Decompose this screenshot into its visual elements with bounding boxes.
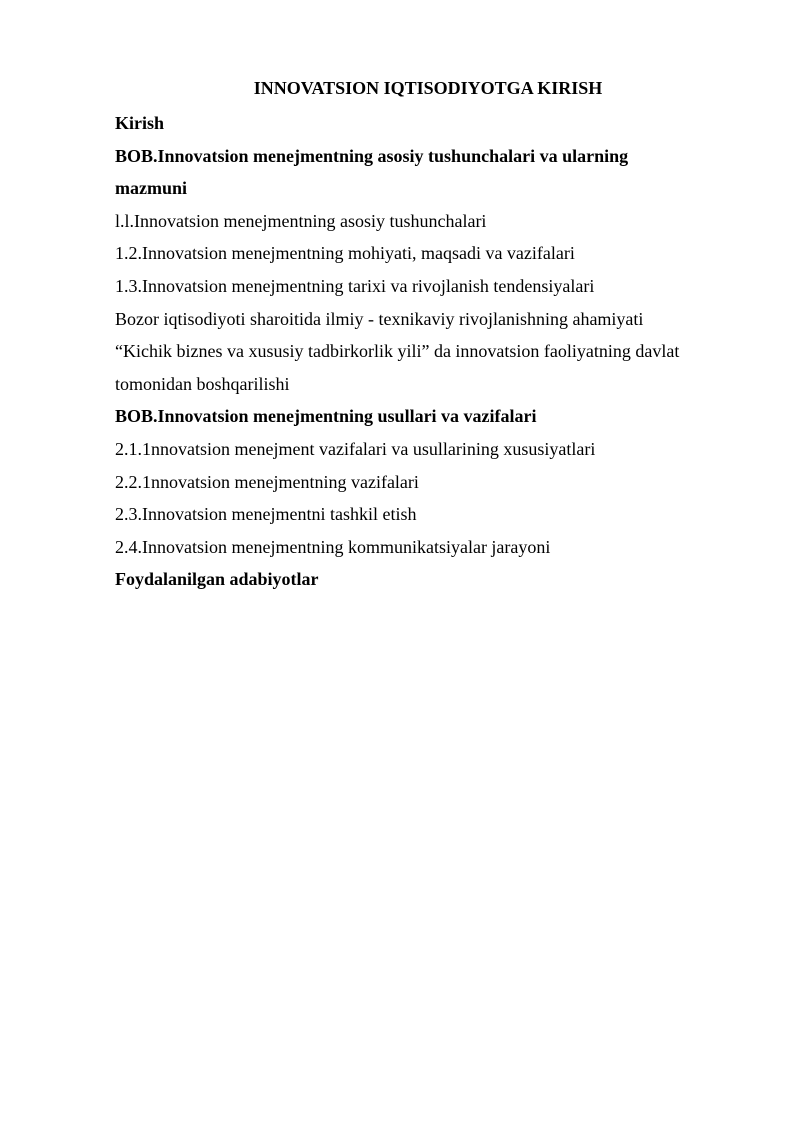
toc-line-references: Foydalanilgan adabiyotlar <box>115 569 319 590</box>
toc-line-2-4: 2.4.Innovatsion menejmentning kommunikatsiyalar jarayoni <box>115 536 551 557</box>
toc-line-chapter-1-heading: BOB.Innovatsion menejmentning asosiy tushunchalari va ularning <box>115 145 629 166</box>
document-title: INNOVATSION IQTISODIYOTGA KIRISH <box>253 78 603 98</box>
toc-line-2-2: 2.2.1nnovatsion menejmentning vazifalari <box>115 471 419 492</box>
table-of-contents <box>115 107 715 596</box>
toc-line-chapter-1-heading-cont: mazmuni <box>115 178 187 199</box>
toc-line-small-business: “Kichik biznes va xususiy tadbirkorlik yili” da innovatsion faoliyatning davlat <box>115 341 680 362</box>
toc-line-2-3: 2.3.Innovatsion menejmentni tashkil etish <box>115 504 417 525</box>
toc-line-chapter-2-heading: BOB.Innovatsion menejmentning usullari va vazifalari <box>115 406 537 427</box>
toc-line-1-3: 1.3.Innovatsion menejmentning tarixi va rivojlanish tendensiyalari <box>115 275 595 296</box>
toc-line-market-economy: Bozor iqtisodiyoti sharoitida ilmiy - texnikaviy rivojlanishning ahamiyati <box>115 308 644 329</box>
toc-line-small-business-cont: tomonidan boshqarilishi <box>115 373 290 394</box>
toc-line-intro: Kirish <box>115 113 165 133</box>
toc-line-1-2: 1.2.Innovatsion menejmentning mohiyati, maqsadi va vazifalari <box>115 243 575 264</box>
toc-line-2-1: 2.1.1nnovatsion menejment vazifalari va usullarining xususiyatlari <box>115 438 596 459</box>
toc-line-1-1: l.l.Innovatsion menejmentning asosiy tushunchalari <box>115 210 487 231</box>
